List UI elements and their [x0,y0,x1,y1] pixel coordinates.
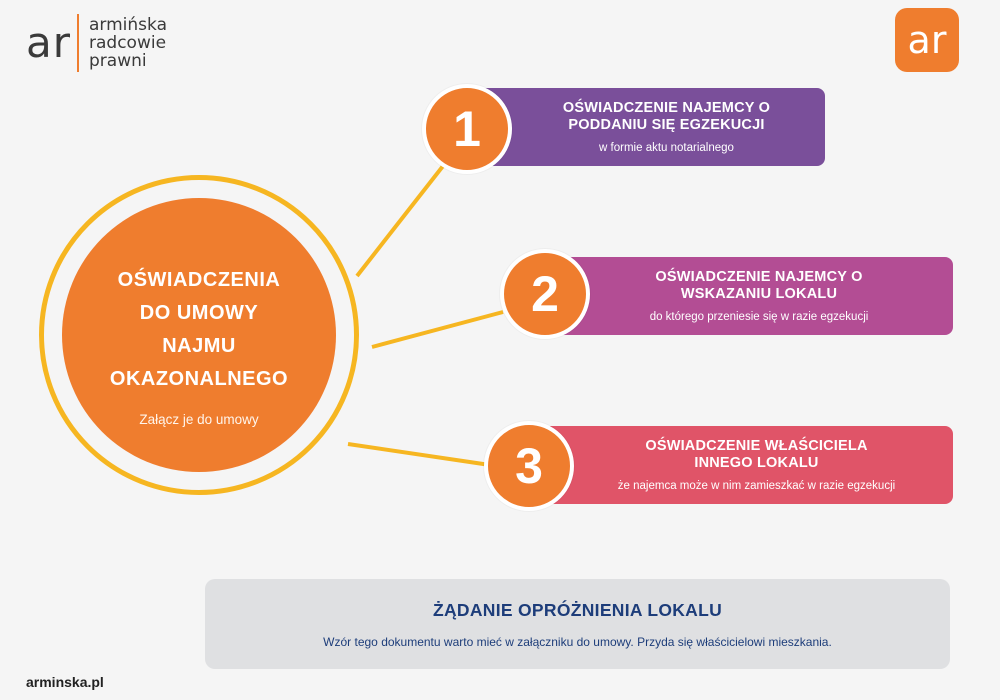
item-subtitle-1: w formie aktu notarialnego [599,142,734,154]
item-number-1: 1 [422,84,512,174]
item-number-3: 3 [484,421,574,511]
connector-line-1 [357,166,443,276]
bottom-title: ŻĄDANIE OPRÓŻNIENIA LOKALU [432,599,723,620]
website-link[interactable]: arminska.pl [26,674,104,690]
item-subtitle-2: do którego przeniesie się w razie egzekucji [649,311,869,323]
connector-line-2 [372,312,503,347]
logo-line-1: armińska [89,15,168,35]
item-title-2: OŚWIADCZENIE NAJEMCY O WSKAZANIU LOKALU [655,269,863,302]
logo-mark: ar [26,18,72,67]
logo-line-2: radcowie [89,33,167,53]
connector-line-3 [348,444,490,465]
item-card-3 [540,426,953,504]
brand-badge: ar [895,8,959,72]
bottom-panel [205,579,950,669]
item-title-1: OŚWIADCZENIE NAJEMCY O PODDANIU SIĘ EGZEKUCJI [562,100,771,133]
item-title-3: OŚWIADCZENIE WŁAŚCICIELA INNEGO LOKALU [645,438,868,471]
center-subtitle: Załącz je do umowy [139,411,259,427]
center-circle [62,198,336,472]
item-subtitle-3: że najemca może w nim zamieszkać w razie egzekucji [617,480,896,492]
logo-line-3: prawni [89,51,147,71]
item-number-2: 2 [500,249,590,339]
center-title: OŚWIADCZENIA DO UMOWY NAJMU OKAZONALNEGO [109,268,289,390]
item-card-2 [555,257,953,335]
item-card-1 [478,88,825,166]
bottom-subtitle: Wzór tego dokumentu warto mieć w załączniku do umowy. Przyda się właścicielowi mieszkania. [323,634,832,649]
